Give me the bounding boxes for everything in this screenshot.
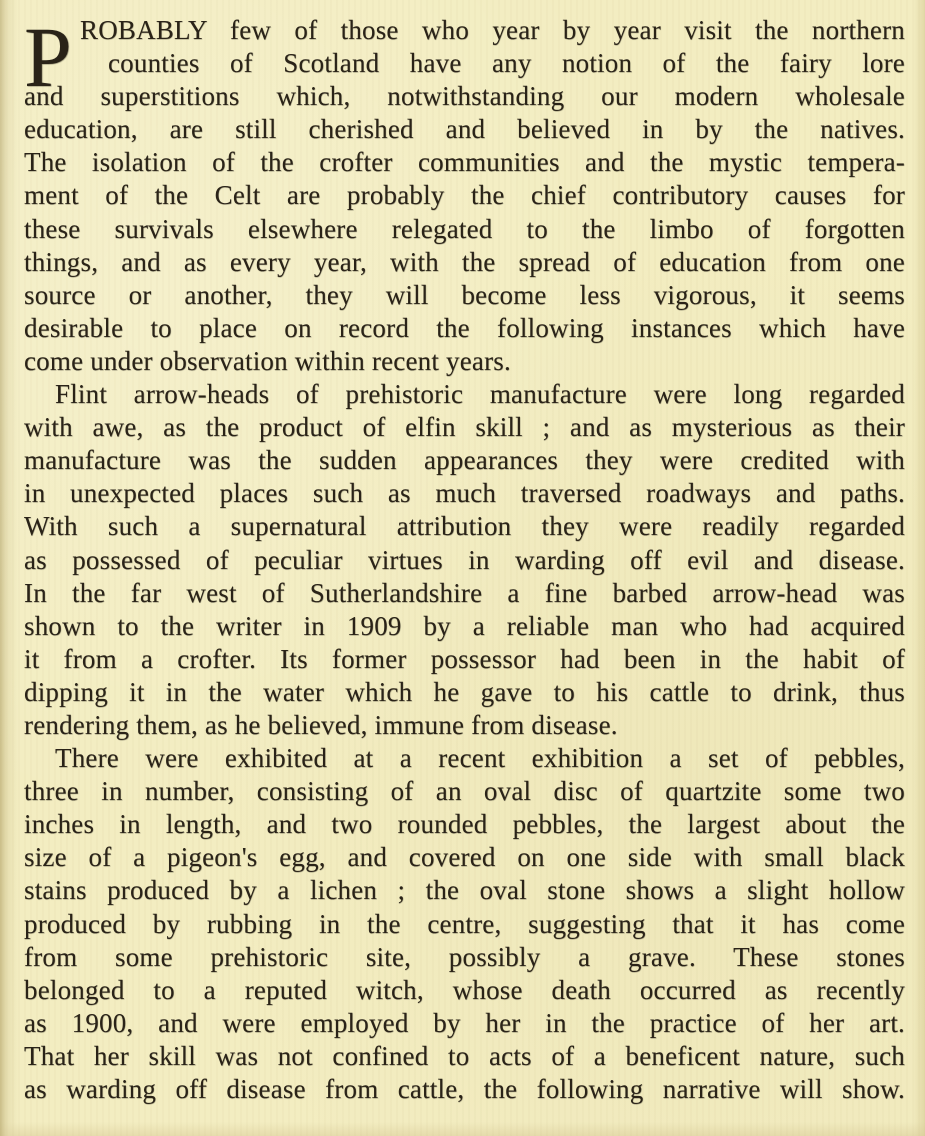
text-line: ROBABLY few of those who year by year visit the northern [80, 15, 905, 45]
text-line: Flint arrow-heads of prehistoric manufacture were long regarded [55, 379, 905, 410]
text-line: desirable to place on record the following instances which have [24, 312, 905, 343]
text-line: with awe, as the product of elfin skill ; and as mysterious as their [24, 412, 905, 443]
text-line: The isolation of the crofter communities and the mystic tempera- [24, 147, 905, 178]
paragraph [24, 9, 905, 378]
text-line: inches in length, and two rounded pebbles, the largest about the [24, 809, 905, 840]
text-line: There were exhibited at a recent exhibition a set of pebbles, [55, 743, 905, 774]
text-line: source or another, they will become less vigorous, it seems [24, 279, 905, 310]
text-line: rendering them, as he believed, immune from disease. [24, 709, 618, 740]
text-line: these survivals elsewhere relegated to the limbo of forgotten [24, 213, 905, 244]
text-line: as 1900, and were employed by her in the practice of her art. [24, 1007, 905, 1038]
text-line: shown to the writer in 1909 by a reliable man who had acquired [24, 610, 905, 641]
text-line: manufacture was the sudden appearances they were credited with [24, 445, 905, 476]
text-line: dipping it in the water which he gave to his cattle to drink, thus [24, 676, 905, 707]
text-line: and superstitions which, notwithstanding our modern wholesale [24, 81, 905, 112]
text-line: In the far west of Sutherlandshire a fine barbed arrow-head was [24, 577, 905, 608]
text-line: in unexpected places such as much traversed roadways and paths. [24, 478, 905, 509]
text-line: as possessed of peculiar virtues in warding off evil and disease. [24, 544, 905, 575]
paragraph [24, 378, 905, 742]
text-line: size of a pigeon's egg, and covered on one side with small black [24, 842, 905, 873]
text-line: That her skill was not confined to acts of a beneficent nature, such [24, 1040, 905, 1071]
text-line: ment of the Celt are probably the chief contributory causes for [24, 180, 905, 211]
text-line: education, are still cherished and believed in by the natives. [24, 114, 905, 145]
text-line: from some prehistoric site, possibly a grave. These stones [24, 941, 905, 972]
drop-cap: P [24, 9, 72, 105]
paragraph [24, 742, 905, 1106]
text-line: produced by rubbing in the centre, suggesting that it has come [24, 908, 905, 939]
text-line: as warding off disease from cattle, the following narrative will show. [24, 1074, 905, 1104]
text-line: it from a crofter. Its former possessor had been in the habit of [24, 643, 905, 674]
text-line: come under observation within recent years. [24, 345, 511, 376]
text-line: counties of Scotland have any notion of the fairy lore [108, 48, 905, 79]
text-line: three in number, consisting of an oval disc of quartzite some two [24, 776, 905, 807]
text-line: With such a supernatural attribution they were readily regarded [24, 511, 905, 542]
text-line: belonged to a reputed witch, whose death occurred as recently [24, 974, 905, 1005]
text-line: stains produced by a lichen ; the oval stone shows a slight hollow [24, 875, 905, 906]
text-line: things, and as every year, with the spread of education from one [24, 246, 905, 277]
